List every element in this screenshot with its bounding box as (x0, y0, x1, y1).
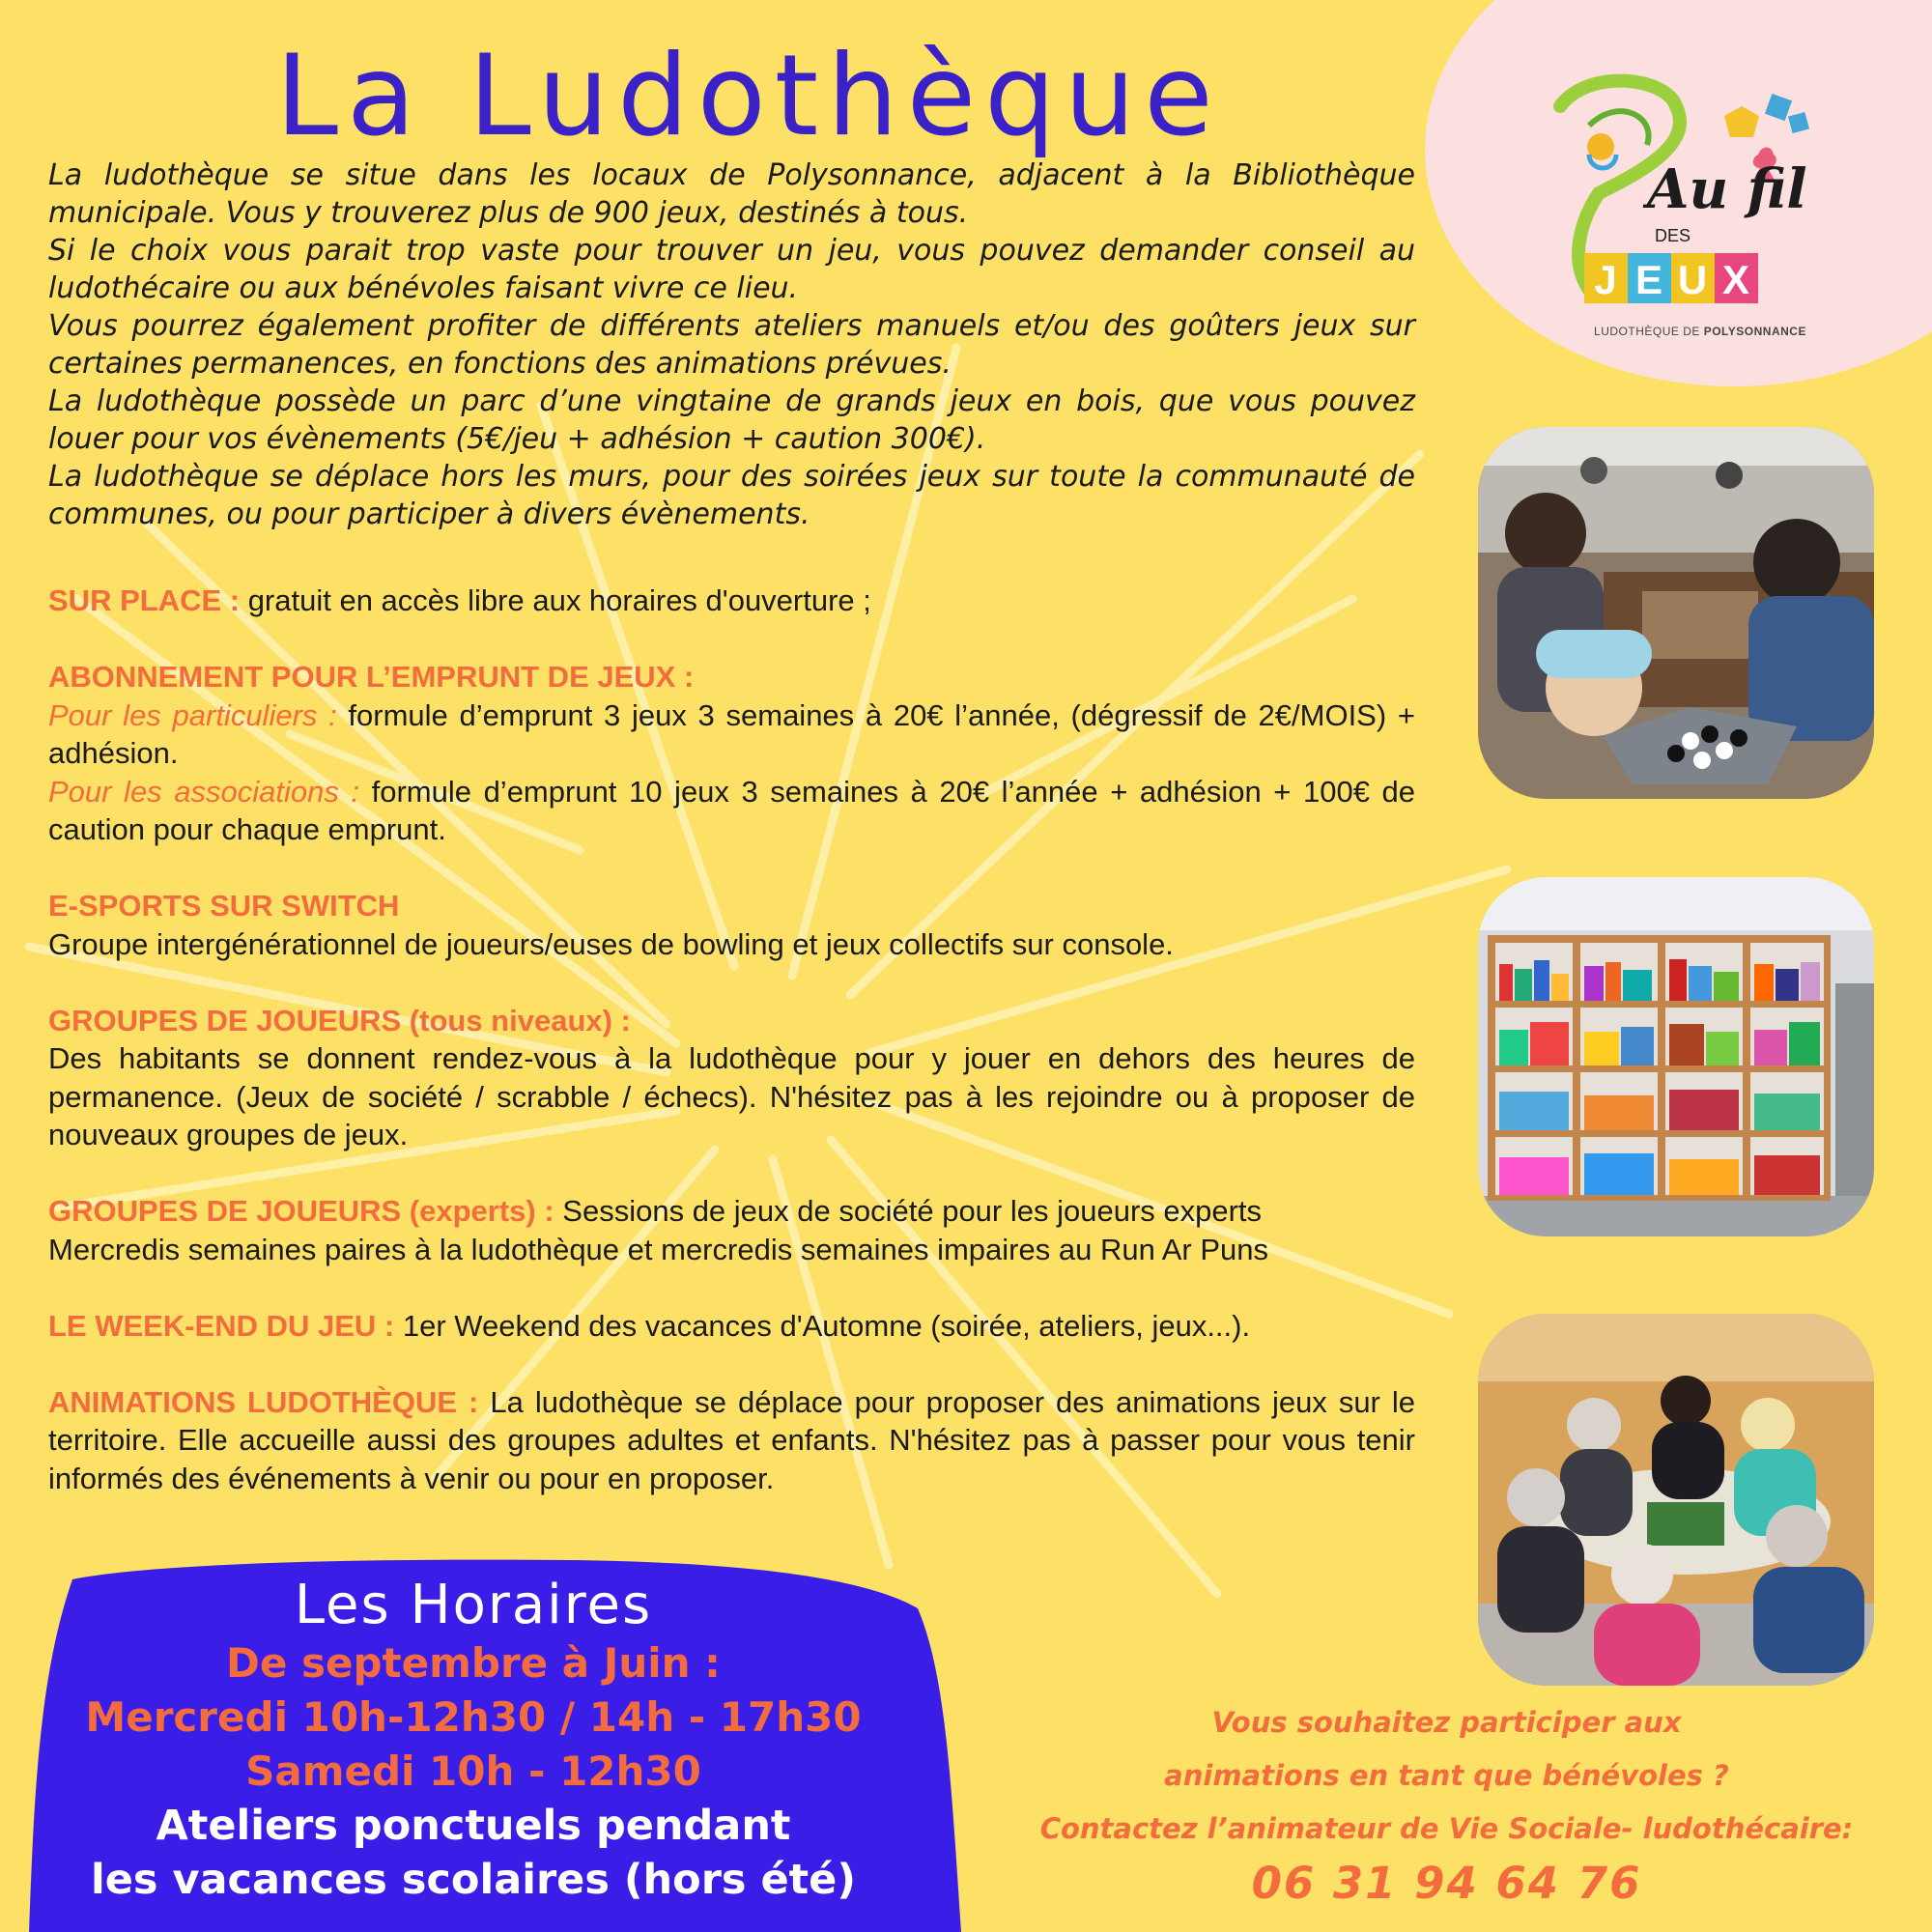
hours-period: De septembre à Juin : (226, 1639, 721, 1687)
logo-subtitle-bold: POLYSONNANCE (1703, 325, 1806, 338)
weekend-heading: LE WEEK-END DU JEU : (48, 1308, 403, 1343)
section-groupes-experts (48, 1192, 1415, 1268)
logo-letter-j: J (1594, 257, 1617, 302)
photo-game-shelves (1478, 877, 1874, 1236)
section-sur-place (48, 582, 1415, 620)
associations-label: Pour les associations : (48, 774, 372, 809)
logo-subtitle (1575, 325, 1826, 338)
intro-text (48, 156, 1415, 533)
contact-line2: animations en tant que bénévoles ? (1164, 1759, 1729, 1792)
logo-subtitle-prefix: LUDOTHÈQUE DE (1594, 325, 1704, 338)
section-animations (48, 1383, 1415, 1498)
abonnement-heading: ABONNEMENT POUR L’EMPRUNT DE JEUX : (48, 660, 695, 694)
contact-line3: Contactez l’animateur de Vie Sociale- ludothécaire: (1039, 1812, 1854, 1845)
hours-title: Les Horaires (294, 1574, 653, 1636)
services-list (48, 582, 1415, 1536)
animations-text: La ludothèque se déplace pour proposer des animations jeux sur le territoire. Elle accueille aussi des groupes adultes et enfants. N'hésitez pas à passer pour vous tenir informés des événements à venir ou pour en proposer. (48, 1384, 1416, 1495)
intro-paragraph: La ludothèque se situe dans les locaux de Polysonnance, adjacent à la Bibliothèque municipale. Vous y trouverez plus de 900 jeux, destinés à tous. (48, 158, 1415, 230)
groupes-tous-heading: GROUPES DE JOUEURS (tous niveaux) : (48, 1003, 631, 1037)
particuliers-text: formule d’emprunt 3 jeux 3 semaines à 20€ l’année, (dégressif de 2€/MOIS) + adhésion. (48, 697, 1415, 770)
logo-letter-e: E (1634, 257, 1663, 302)
esports-heading: E-SPORTS SUR SWITCH (48, 889, 400, 923)
sur-place-text: gratuit en accès libre aux horaires d'ouverture ; (247, 583, 871, 617)
intro-paragraph: La ludothèque possède un parc d’une vingtaine de grands jeux en bois, que vous pouvez louer pour vos évènements (5€/jeu + adhésion + caution 300€). (48, 384, 1415, 456)
intro-paragraph: Si le choix vous parait trop vaste pour trouver un jeu, vous pouvez demander conseil au ludothécaire ou aux bénévoles faisant vivre ce lieu. (48, 234, 1415, 305)
groupes-experts-text2: Mercredis semaines paires à la ludothèque et mercredis semaines impaires au Run Ar Puns (48, 1232, 1268, 1266)
hours-workshops-line2: les vacances scolaires (hors été) (90, 1856, 856, 1904)
photo-scrabble-group (1478, 1314, 1874, 1686)
sur-place-heading: SUR PLACE : (48, 583, 248, 617)
intro-paragraph: La ludothèque se déplace hors les murs, pour des soirées jeux sur toute la communauté de communes, ou pour participer à divers évènements. (48, 460, 1415, 531)
groupes-tous-text: Des habitants se donnent rendez-vous à la ludothèque pour y jouer en dehors des heures de permanence. (Jeux de société / scrabble / échecs). N'hésitez pas à les rejoindre ou à proposer de nouveaux groupes de jeux. (48, 1041, 1415, 1151)
page-title: La Ludothèque (275, 31, 1222, 161)
associations-text: formule d’emprunt 10 jeux 3 semaines à 20€ l’année + adhésion + 100€ de caution pour chaque emprunt. (48, 774, 1416, 846)
au-fil-des-jeux-logo (1531, 68, 1821, 348)
section-weekend (48, 1307, 1415, 1346)
logo-letter-x: X (1721, 257, 1750, 302)
weekend-text: 1er Weekend des vacances d'Automne (soirée, ateliers, jeux...). (402, 1308, 1251, 1343)
contact-line1: Vous souhaitez participer aux (1211, 1706, 1682, 1739)
hours-content (68, 1575, 879, 1907)
section-esports (48, 887, 1415, 963)
hours-workshops-line1: Ateliers ponctuels pendant (156, 1802, 791, 1850)
particuliers-label: Pour les particuliers : (48, 697, 349, 732)
hours-wednesday: Mercredi 10h-12h30 / 14h - 17h30 (85, 1693, 862, 1741)
animations-heading: ANIMATIONS LUDOTHÈQUE : (48, 1384, 491, 1419)
esports-text: Groupe intergénérationnel de joueurs/euses de bowling et jeux collectifs sur console. (48, 926, 1174, 961)
logo-au-fil-text: Au fil (1647, 157, 1807, 221)
logo-des-text: DES (1655, 226, 1691, 245)
hours-saturday: Samedi 10h - 12h30 (245, 1747, 701, 1795)
phone-number[interactable]: 06 31 94 64 76 (1251, 1858, 1642, 1909)
volunteer-contact (995, 1696, 1898, 1856)
section-abonnement (48, 658, 1415, 849)
logo-letter-u: U (1677, 257, 1708, 302)
section-groupes-tous-niveaux (48, 1002, 1415, 1154)
photo-kids-playing (1478, 427, 1874, 799)
intro-paragraph: Vous pourrez également profiter de différents ateliers manuels et/ou des goûters jeux sur certaines permanences, en fonctions des animations prévues. (48, 309, 1415, 381)
groupes-experts-text1: Sessions de jeux de société pour les joueurs experts (562, 1194, 1263, 1228)
groupes-experts-heading: GROUPES DE JOUEURS (experts) : (48, 1194, 563, 1228)
